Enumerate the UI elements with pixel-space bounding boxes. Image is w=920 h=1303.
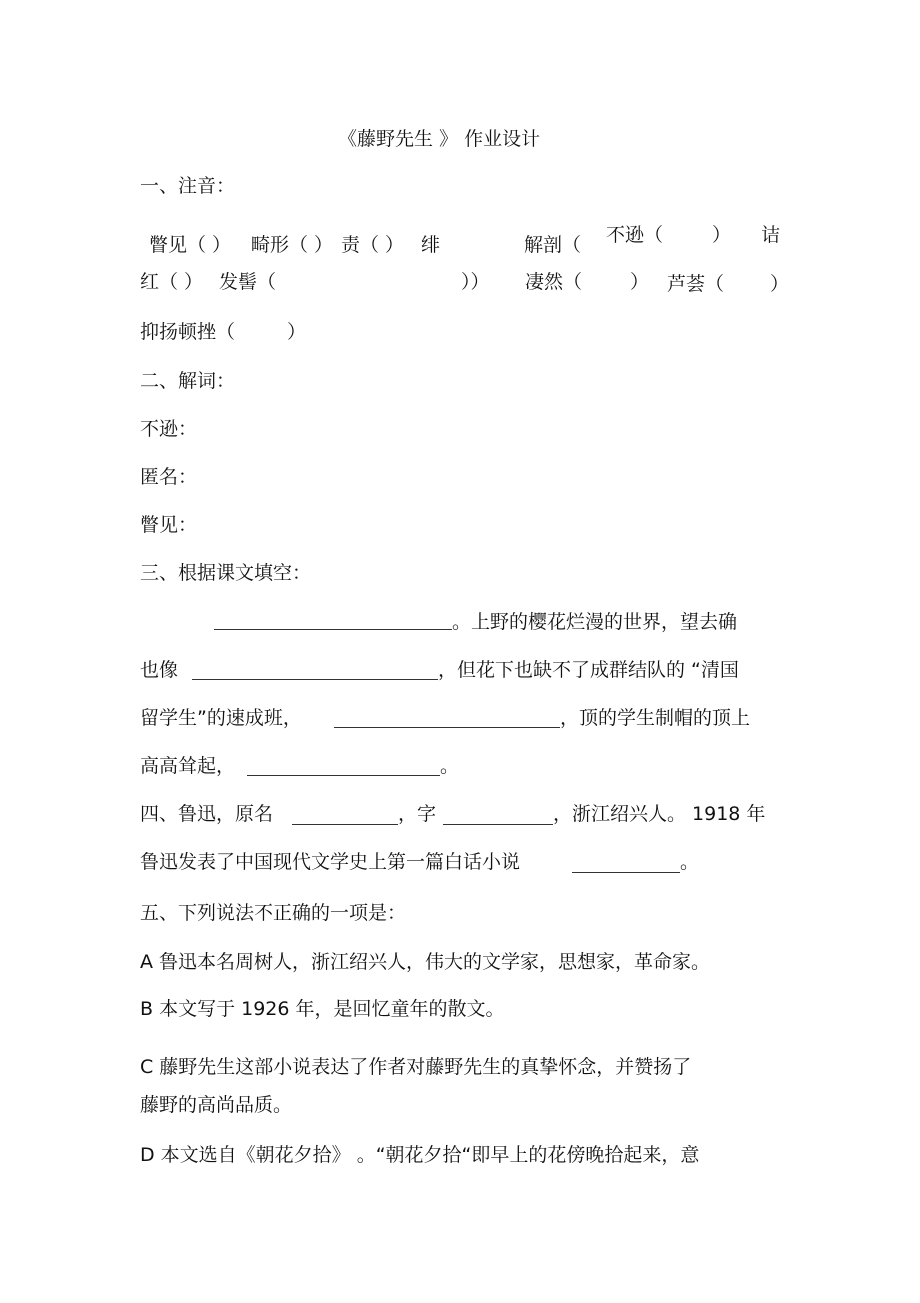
fill-blank-3[interactable] — [334, 727, 560, 728]
item-jie: 诘 — [761, 224, 781, 246]
item-yiyang-close: ） — [287, 321, 307, 343]
fill-blank-original-name[interactable] — [292, 824, 398, 825]
section4-line2-start: 鲁迅发表了中国现代文学史上第一篇白话小说 — [140, 851, 521, 873]
section3-line2-start: 也像 — [140, 659, 179, 681]
option-b: B 本文写于 1926 年，是回忆童年的散文。 — [140, 998, 505, 1020]
section4-line2-end: 。 — [680, 851, 700, 873]
section3-line1: 。上野的樱花烂漫的世界，望去确 — [452, 611, 738, 633]
section4-line1-start: 四、鲁迅，原名 — [140, 803, 274, 825]
item-piejian: 瞥见（ ） — [149, 234, 232, 256]
section2-heading: 二、解词： — [140, 370, 236, 392]
section3-line3-end: ，顶的学生制帽的顶上 — [560, 707, 751, 729]
item-jiepou: 解剖（ — [524, 234, 582, 256]
item-faji-close: ）） — [461, 271, 490, 293]
fill-blank-2[interactable] — [192, 679, 438, 680]
option-c-line1: C 藤野先生这部小说表达了作者对藤野先生的真挚怀念，并赞扬了 — [140, 1056, 692, 1078]
option-a: A 鲁迅本名周树人，浙江绍兴人，伟大的文学家，思想家，革命家。 — [140, 951, 711, 973]
item-luhui: 芦荟（ — [667, 273, 725, 295]
option-c-line2: 藤野的高尚品质。 — [140, 1094, 293, 1116]
item-jixing: 畸形（ ） — [251, 234, 334, 256]
item-buxun: 不逊（ — [606, 224, 664, 246]
item-buxun-close: ） — [712, 224, 732, 246]
item-luhui-close: ） — [770, 273, 790, 295]
fill-blank-1[interactable] — [214, 629, 452, 630]
fill-blank-4[interactable] — [247, 775, 440, 776]
section1-heading: 一、注音： — [140, 175, 236, 197]
item-fei: 绯 — [421, 234, 441, 256]
page-title: 《藤野先生 》 作业设计 — [338, 128, 541, 150]
section3-line4-end: 。 — [440, 755, 460, 777]
section4-zi: ，字 — [398, 803, 437, 825]
word-buxun: 不逊： — [140, 418, 198, 440]
section3-line4-start: 高高耸起， — [140, 755, 236, 777]
section5-heading: 五、下列说法不正确的一项是： — [140, 902, 407, 924]
item-ze: 责（ ） — [341, 234, 405, 256]
section3-heading: 三、根据课文填空： — [140, 562, 312, 584]
item-yiyang: 抑扬顿挫（ — [140, 321, 236, 343]
word-piejian: 瞥见： — [140, 514, 198, 536]
item-hong: 红（ ） — [140, 271, 204, 293]
option-d: D 本文选自《朝花夕拾》 。“朝花夕拾“即早上的花傍晚拾起来，意 — [140, 1144, 700, 1166]
item-qiran-close: ） — [630, 271, 650, 293]
fill-blank-courtesy-name[interactable] — [443, 824, 553, 825]
section4-line1-end: ，浙江绍兴人。 1918 年 — [553, 803, 766, 825]
word-niming: 匿名： — [140, 466, 198, 488]
item-faji: 发髻（ — [219, 271, 277, 293]
item-qiran: 凄然（ — [525, 271, 583, 293]
section3-line2-end: ，但花下也缺不了成群结队的 “清国 — [438, 659, 739, 681]
fill-blank-novel[interactable] — [572, 872, 680, 873]
section3-line3-start: 留学生”的速成班， — [140, 707, 302, 729]
